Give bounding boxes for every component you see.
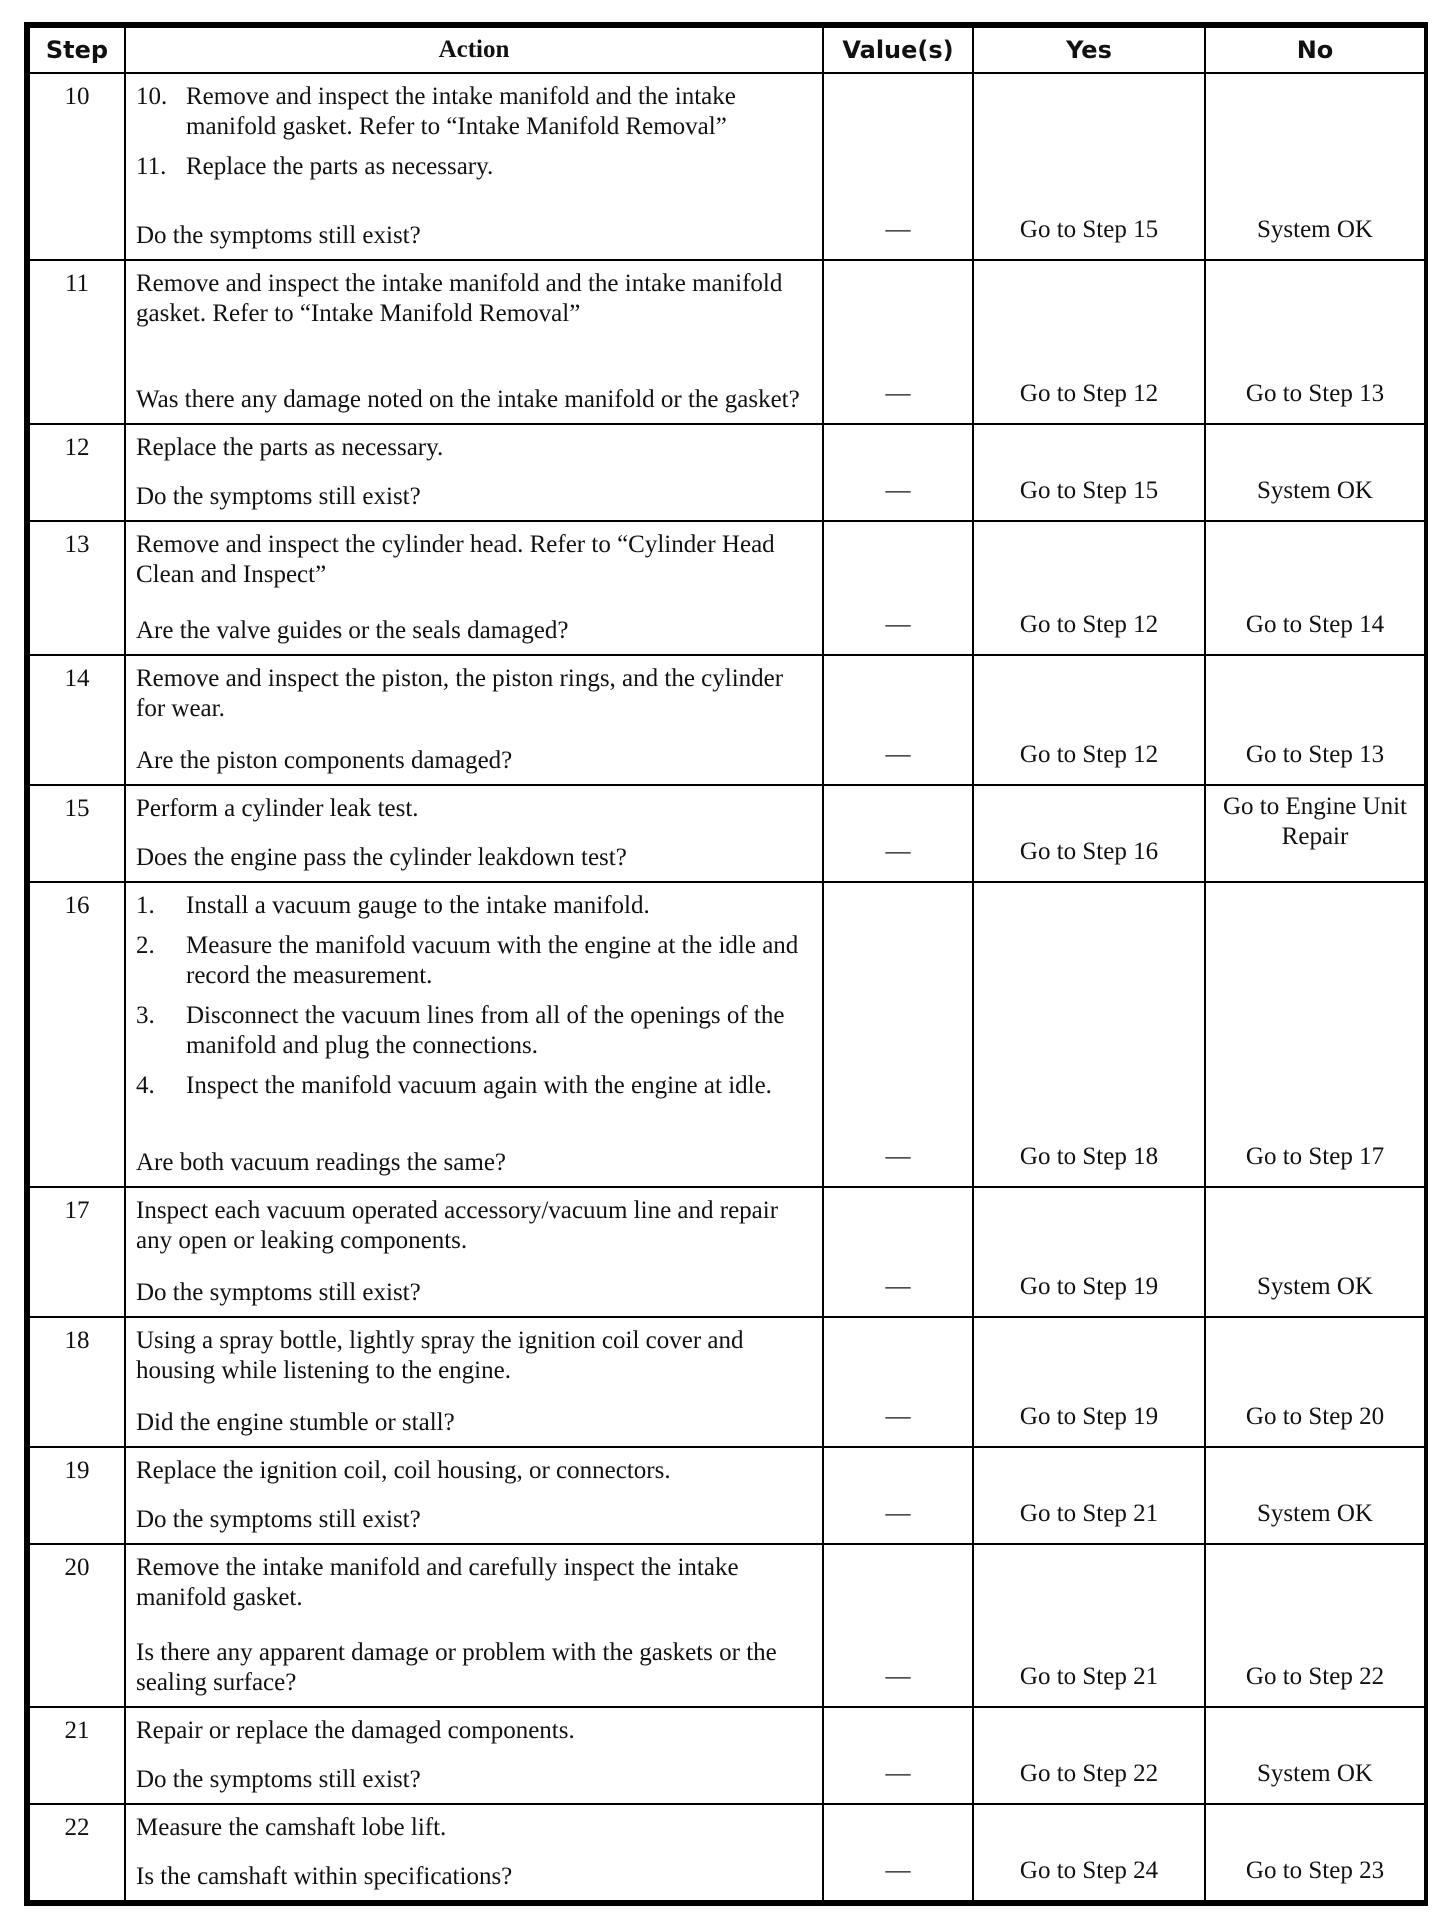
action-cell: [125, 1187, 823, 1317]
value-cell: —: [823, 424, 973, 521]
no-result: System OK: [1205, 1707, 1425, 1804]
step-number: 10: [29, 73, 125, 260]
action-text: Remove and inspect the piston, the piston rings, and the cylinder for wear.: [136, 665, 784, 723]
action-text: Inspect each vacuum operated accessory/vacuum line and repair any open or leaking components.: [136, 1196, 779, 1254]
action-item-number: 10.: [136, 83, 168, 110]
action-question: Do the symptoms still exist?: [136, 482, 421, 510]
action-block: [136, 1326, 812, 1438]
action-item-text: Remove and inspect the intake manifold and the intake manifold gasket. Refer to “Intake Manifold Removal”: [186, 83, 736, 140]
action-instructions: [136, 1553, 812, 1623]
action-instructions: [136, 1326, 812, 1396]
action-block: [136, 82, 812, 251]
action-text: Remove the intake manifold and carefully inspect the intake manifold gasket.: [136, 1553, 739, 1611]
action-text: Perform a cylinder leak test.: [136, 795, 419, 823]
yes-result: Go to Step 12: [973, 260, 1205, 423]
action-item-text: Replace the parts as necessary.: [186, 153, 494, 180]
action-instructions: [136, 1456, 812, 1496]
header-value: Value(s): [823, 27, 973, 73]
diagnostic-table-page: [24, 22, 1428, 1906]
action-cell: [125, 1544, 823, 1707]
value-cell: —: [823, 655, 973, 785]
action-cell: [125, 882, 823, 1186]
action-instructions: [136, 82, 812, 192]
yes-result: Go to Step 21: [973, 1544, 1205, 1707]
yes-result: Go to Step 19: [973, 1317, 1205, 1447]
action-instructions: [136, 664, 812, 734]
action-text: Measure the camshaft lobe lift.: [136, 1813, 447, 1841]
step-number: 19: [29, 1447, 125, 1544]
header-action: Action: [125, 27, 823, 73]
action-item-text: Measure the manifold vacuum with the engine at the idle and record the measurement.: [186, 932, 799, 990]
action-question: Are the piston components damaged?: [136, 747, 513, 775]
action-block: [136, 664, 812, 776]
no-result: Go to Step 23: [1205, 1804, 1425, 1901]
action-list-item: [136, 82, 812, 142]
action-item-text: Inspect the manifold vacuum again with the engine at idle.: [186, 1072, 772, 1100]
action-block: [136, 794, 812, 873]
step-number: 11: [29, 260, 125, 423]
action-cell: [125, 655, 823, 785]
table-row: [29, 1187, 1425, 1317]
header-no: No: [1205, 27, 1425, 73]
action-instructions: [136, 794, 812, 834]
action-instructions: [136, 1196, 812, 1266]
table-row: [29, 1447, 1425, 1544]
action-block: [136, 433, 812, 512]
action-list-item: [136, 891, 812, 921]
action-block: [136, 530, 812, 647]
yes-result: Go to Step 18: [973, 882, 1205, 1186]
no-result: Go to Step 14: [1205, 521, 1425, 656]
action-item-number: 2.: [136, 932, 155, 960]
action-block: [136, 891, 812, 1177]
no-result: Go to Step 22: [1205, 1544, 1425, 1707]
yes-result: Go to Step 12: [973, 521, 1205, 656]
step-number: 21: [29, 1707, 125, 1804]
table-body: [29, 73, 1425, 1901]
step-number: 12: [29, 424, 125, 521]
action-cell: [125, 1804, 823, 1901]
no-result: Go to Step 17: [1205, 882, 1425, 1186]
action-text: Replace the parts as necessary.: [136, 433, 444, 461]
yes-result: Go to Step 15: [973, 73, 1205, 260]
action-list-item: [136, 1071, 812, 1101]
yes-result: Go to Step 16: [973, 785, 1205, 882]
value-cell: —: [823, 260, 973, 423]
step-number: 13: [29, 521, 125, 656]
step-number: 20: [29, 1544, 125, 1707]
action-question: Do the symptoms still exist?: [136, 222, 421, 250]
yes-result: Go to Step 12: [973, 655, 1205, 785]
action-list-item: [136, 1001, 812, 1061]
action-question: Is the camshaft within specifications?: [136, 1863, 513, 1890]
action-block: [136, 269, 812, 414]
action-item-number: 4.: [136, 1072, 155, 1100]
action-instructions: [136, 891, 812, 1111]
action-cell: [125, 521, 823, 656]
action-question: Do the symptoms still exist?: [136, 1505, 421, 1533]
action-item-number: 3.: [136, 1002, 155, 1030]
action-block: [136, 1456, 812, 1535]
action-text: Remove and inspect the cylinder head. Refer to “Cylinder Head Clean and Inspect”: [136, 530, 775, 588]
action-question: Is there any apparent damage or problem with the gaskets or the sealing surface?: [136, 1638, 777, 1696]
action-cell: [125, 1707, 823, 1804]
yes-result: Go to Step 21: [973, 1447, 1205, 1544]
action-question: Did the engine stumble or stall?: [136, 1408, 455, 1436]
action-instructions: [136, 269, 812, 339]
table-row: [29, 1804, 1425, 1901]
value-cell: —: [823, 1187, 973, 1317]
value-cell: —: [823, 73, 973, 260]
action-text: Using a spray bottle, lightly spray the ignition coil cover and housing while listening to the engine.: [136, 1326, 744, 1384]
action-item-number: 1.: [136, 892, 155, 920]
action-cell: [125, 424, 823, 521]
step-number: 15: [29, 785, 125, 882]
yes-result: Go to Step 15: [973, 424, 1205, 521]
diagnostic-table: [28, 26, 1426, 1902]
value-cell: —: [823, 1804, 973, 1901]
no-result: System OK: [1205, 1187, 1425, 1317]
action-question: Does the engine pass the cylinder leakdown test?: [136, 844, 627, 872]
table-row: [29, 1707, 1425, 1804]
yes-result: Go to Step 19: [973, 1187, 1205, 1317]
action-cell: [125, 73, 823, 260]
value-cell: —: [823, 1707, 973, 1804]
action-block: [136, 1553, 812, 1698]
no-result: System OK: [1205, 424, 1425, 521]
step-number: 17: [29, 1187, 125, 1317]
yes-result: Go to Step 22: [973, 1707, 1205, 1804]
no-result: Go to Step 13: [1205, 260, 1425, 423]
step-number: 18: [29, 1317, 125, 1447]
no-result: Go to Engine Unit Repair: [1205, 785, 1425, 882]
value-cell: —: [823, 882, 973, 1186]
table-row: [29, 785, 1425, 882]
no-result: System OK: [1205, 1447, 1425, 1544]
action-cell: [125, 1447, 823, 1544]
table-row: [29, 424, 1425, 521]
table-row: [29, 882, 1425, 1186]
action-cell: [125, 260, 823, 423]
action-item-text: Disconnect the vacuum lines from all of the openings of the manifold and plug the connections.: [186, 1002, 785, 1060]
action-question: Do the symptoms still exist?: [136, 1278, 421, 1306]
action-list-item: [136, 931, 812, 991]
header-yes: Yes: [973, 27, 1205, 73]
header-step: Step: [29, 27, 125, 73]
no-result: Go to Step 20: [1205, 1317, 1425, 1447]
action-question: Are the valve guides or the seals damaged?: [136, 617, 569, 645]
step-number: 22: [29, 1804, 125, 1901]
action-text: Replace the ignition coil, coil housing, or connectors.: [136, 1456, 671, 1484]
table-row: [29, 260, 1425, 423]
no-result: System OK: [1205, 73, 1425, 260]
action-item-number: 11.: [136, 153, 167, 180]
action-text: Remove and inspect the intake manifold and the intake manifold gasket. Refer to “Intake Manifold Removal”: [136, 270, 783, 328]
action-question: Do the symptoms still exist?: [136, 1765, 421, 1793]
table-row: [29, 73, 1425, 260]
table-row: [29, 1544, 1425, 1707]
value-cell: —: [823, 1544, 973, 1707]
action-instructions: [136, 433, 812, 473]
action-instructions: [136, 1813, 812, 1853]
action-text: Repair or replace the damaged components.: [136, 1716, 575, 1744]
action-block: [136, 1716, 812, 1795]
value-cell: —: [823, 521, 973, 656]
action-question: Was there any damage noted on the intake manifold or the gasket?: [136, 385, 800, 413]
action-instructions: [136, 1716, 812, 1756]
action-cell: [125, 1317, 823, 1447]
step-number: 16: [29, 882, 125, 1186]
action-question: Are both vacuum readings the same?: [136, 1148, 507, 1176]
action-instructions: [136, 530, 812, 600]
value-cell: —: [823, 785, 973, 882]
yes-result: Go to Step 24: [973, 1804, 1205, 1901]
action-item-text: Install a vacuum gauge to the intake manifold.: [186, 892, 650, 920]
header-row: [29, 27, 1425, 73]
value-cell: —: [823, 1447, 973, 1544]
action-cell: [125, 785, 823, 882]
action-block: [136, 1813, 812, 1892]
no-result: Go to Step 13: [1205, 655, 1425, 785]
action-block: [136, 1196, 812, 1308]
step-number: 14: [29, 655, 125, 785]
table-row: [29, 1317, 1425, 1447]
value-cell: —: [823, 1317, 973, 1447]
table-row: [29, 521, 1425, 656]
action-list-item: [136, 152, 812, 182]
table-row: [29, 655, 1425, 785]
